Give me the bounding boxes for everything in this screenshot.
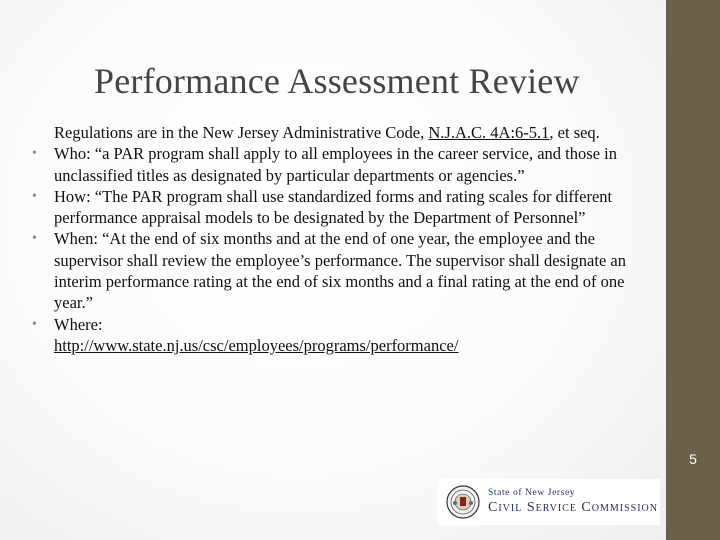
intro-paragraph [32, 122, 656, 143]
bullet-where [32, 314, 656, 357]
bullet-when-text: When: “At the end of six months and at the end of one year, the employee and the supervisor shall review the employee’s performance. The supervisor shall designate an interim performance rating at the end of six months and a final rating at the end of one year.” [54, 229, 626, 313]
bullet-who-text: Who: “a PAR program shall apply to all employees in the career service, and those in unclassified titles as designated by particular departments or agencies.” [54, 144, 617, 185]
bullet-icon: • [32, 316, 37, 332]
bullet-icon: • [32, 188, 37, 204]
bullet-how [32, 186, 656, 229]
state-seal-icon [446, 485, 480, 519]
njac-link[interactable]: N.J.A.C. 4A:6-5.1 [428, 123, 550, 142]
performance-url-link[interactable]: http://www.state.nj.us/csc/employees/programs/performance/ [54, 335, 459, 355]
logo-state-name: State of New Jersey [488, 488, 576, 498]
slide-title: Performance Assessment Review [94, 61, 580, 101]
bullet-how-text: How: “The PAR program shall use standardized forms and rating scales for different performance appraisal models to be designated by the Department of Personnel” [54, 186, 613, 228]
bullet-when [32, 228, 656, 313]
intro-text: Regulations are in the New Jersey Administrative Code, [54, 123, 429, 142]
bullet-icon: • [32, 146, 37, 162]
bullet-who [32, 143, 656, 186]
csc-logo [438, 479, 660, 525]
bullet-icon: • [32, 231, 37, 247]
logo-text [488, 488, 658, 516]
page-number: 5 [689, 451, 697, 467]
intro-suffix: , et seq. [549, 123, 600, 142]
bullet-where-text: Where: [54, 314, 103, 334]
slide-body [32, 122, 656, 356]
logo-commission-name: Civil Service Commission [488, 500, 658, 515]
